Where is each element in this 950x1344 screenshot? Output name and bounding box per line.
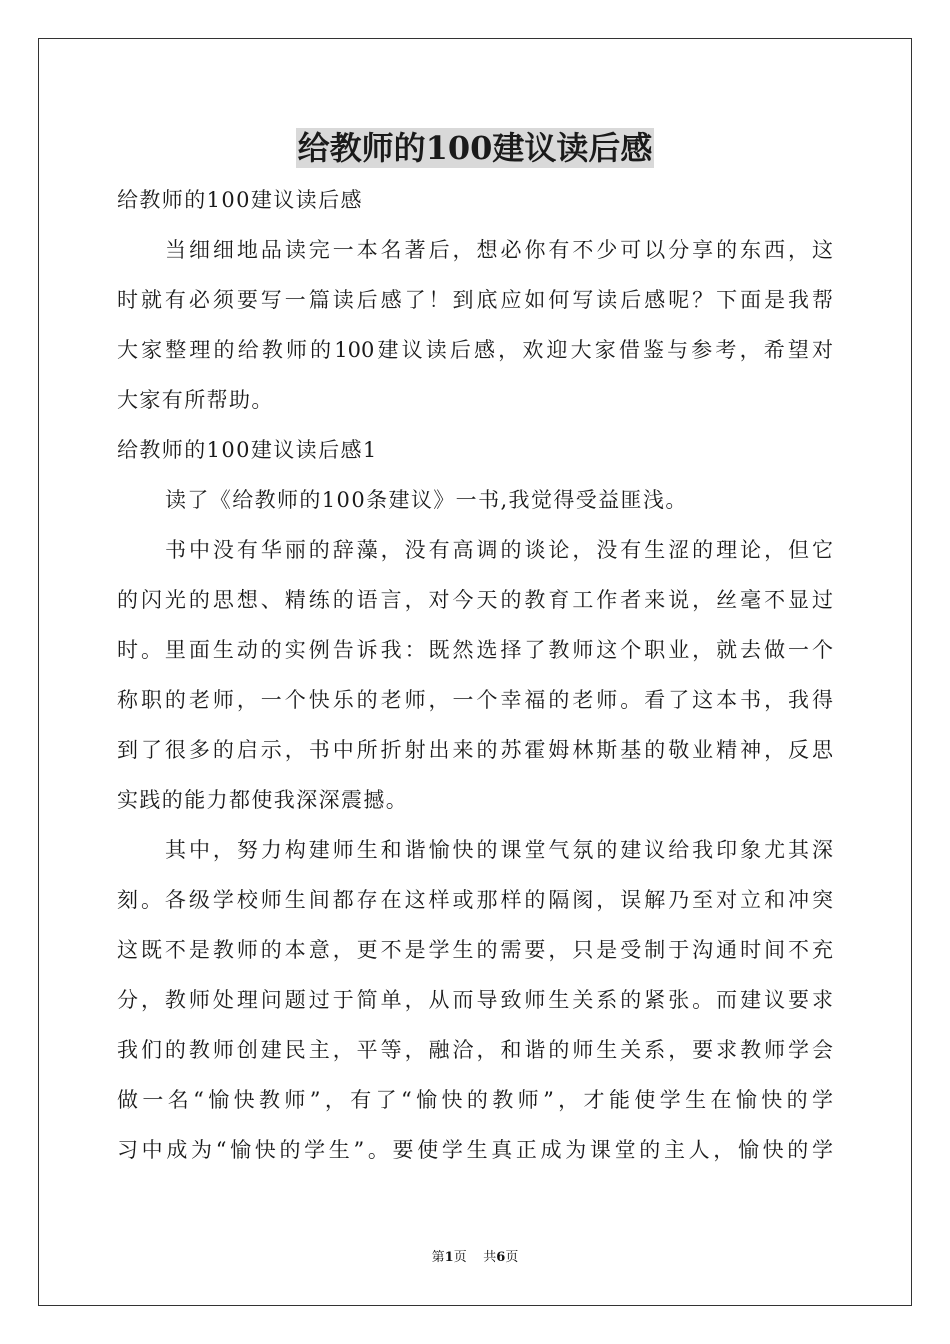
body-line: 刻。各级学校师生间都存在这样或那样的隔阂，误解乃至对立和冲突 bbox=[117, 888, 833, 912]
body-line: 其中，努力构建师生和谐愉快的课堂气氛的建议给我印象尤其深 bbox=[165, 838, 833, 862]
body-line: 大家整理的给教师的100建议读后感，欢迎大家借鉴与参考，希望对 bbox=[117, 338, 833, 362]
document-body bbox=[117, 178, 833, 1178]
body-line: 称职的老师，一个快乐的老师，一个幸福的老师。看了这本书，我得 bbox=[117, 688, 833, 712]
body-line: 时就有必须要写一篇读后感了！到底应如何写读后感呢？下面是我帮 bbox=[117, 288, 833, 312]
body-line: 时。里面生动的实例告诉我：既然选择了教师这个职业，就去做一个 bbox=[117, 638, 833, 662]
body-line: 书中没有华丽的辞藻，没有高调的谈论，没有生涩的理论，但它 bbox=[165, 538, 833, 562]
body-line: 分，教师处理问题过于简单，从而导致师生关系的紧张。而建议要求 bbox=[117, 988, 833, 1012]
total-prefix: 共 bbox=[483, 1250, 497, 1265]
body-line: 的闪光的思想、精练的语言，对今天的教育工作者来说，丝毫不显过 bbox=[117, 588, 833, 612]
page-suffix: 页 bbox=[453, 1250, 467, 1265]
document-title: 给教师的100建议读后感 bbox=[297, 129, 653, 167]
body-line: 读了《给教师的100条建议》一书,我觉得受益匪浅。 bbox=[165, 488, 688, 512]
body-line: 大家有所帮助。 bbox=[117, 388, 274, 412]
body-line: 这既不是教师的本意，更不是学生的需要，只是受制于沟通时间不充 bbox=[117, 938, 833, 962]
body-line: 做一名“愉快教师”，有了“愉快的教师”，才能使学生在愉快的学 bbox=[117, 1088, 833, 1112]
title-block bbox=[0, 128, 950, 168]
total-pages: 6 bbox=[496, 1250, 506, 1265]
page-footer bbox=[0, 1246, 950, 1265]
body-line: 到了很多的启示，书中所折射出来的苏霍姆林斯基的敬业精神，反思 bbox=[117, 738, 833, 762]
body-line: 我们的教师创建民主，平等，融洽，和谐的师生关系，要求教师学会 bbox=[117, 1038, 833, 1062]
body-line: 当细细地品读完一本名著后，想必你有不少可以分享的东西，这 bbox=[165, 238, 833, 262]
page-prefix: 第 bbox=[431, 1250, 445, 1265]
body-line: 习中成为“愉快的学生”。要使学生真正成为课堂的主人，愉快的学 bbox=[117, 1138, 833, 1162]
page-number: 1 bbox=[444, 1250, 454, 1265]
body-line: 给教师的100建议读后感1 bbox=[117, 438, 378, 462]
total-suffix: 页 bbox=[505, 1250, 519, 1265]
body-line: 给教师的100建议读后感 bbox=[117, 188, 363, 212]
body-line: 实践的能力都使我深深震撼。 bbox=[117, 788, 409, 812]
